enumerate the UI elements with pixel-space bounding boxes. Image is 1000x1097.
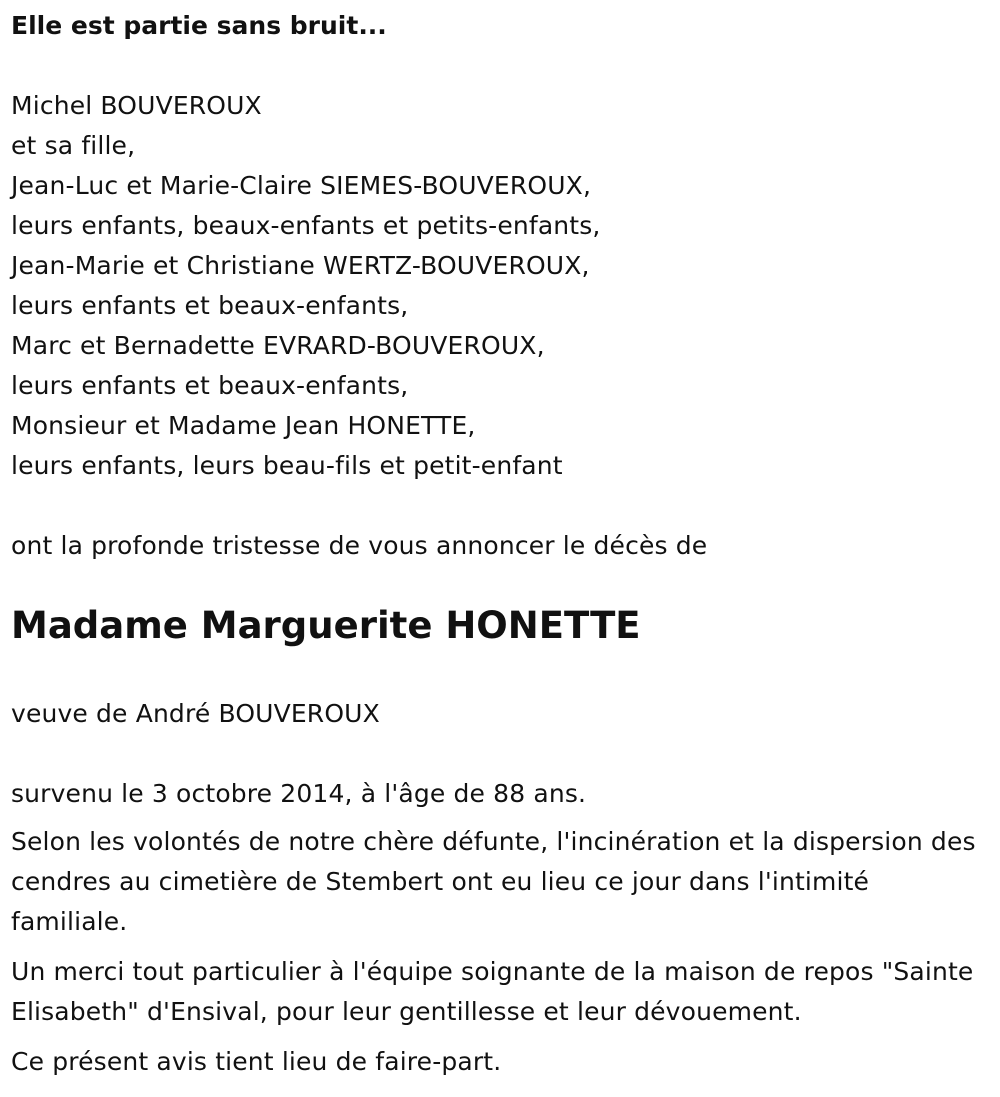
- family-line: Michel BOUVEROUX: [11, 91, 262, 120]
- funeral-paragraph: Selon les volontés de notre chère défunte, l'incinération et la dispersion des cendres au cimetière de Stembert ont eu lieu ce jour dans l'intimité familiale.: [11, 827, 976, 936]
- family-line: leurs enfants et beaux-enfants,: [11, 371, 409, 400]
- family-line: Jean-Luc et Marie-Claire SIEMES-BOUVEROUX,: [11, 171, 592, 200]
- death-date-text: survenu le 3 octobre 2014, à l'âge de 88 ans.: [11, 779, 587, 808]
- family-list: [11, 86, 601, 486]
- announcement-text: ont la profonde tristesse de vous annoncer le décès de: [11, 531, 708, 560]
- notice-heading: Elle est partie sans bruit...: [11, 11, 387, 40]
- family-line: leurs enfants, beaux-enfants et petits-enfants,: [11, 211, 601, 240]
- family-line: Monsieur et Madame Jean HONETTE,: [11, 411, 476, 440]
- family-line: Marc et Bernadette EVRARD-BOUVEROUX,: [11, 331, 545, 360]
- notice-paragraph: Ce présent avis tient lieu de faire-part.: [11, 1047, 502, 1076]
- family-line: leurs enfants, leurs beau-fils et petit-enfant: [11, 451, 563, 480]
- deceased-name: Madame Marguerite HONETTE: [11, 604, 641, 647]
- widow-of-text: veuve de André BOUVEROUX: [11, 699, 380, 728]
- family-line: Jean-Marie et Christiane WERTZ-BOUVEROUX,: [11, 251, 590, 280]
- thanks-paragraph: Un merci tout particulier à l'équipe soignante de la maison de repos "Sainte Elisabeth" d'Ensival, pour leur gentillesse et leur dévouement.: [11, 957, 974, 1026]
- family-line: et sa fille,: [11, 131, 136, 160]
- family-line: leurs enfants et beaux-enfants,: [11, 291, 409, 320]
